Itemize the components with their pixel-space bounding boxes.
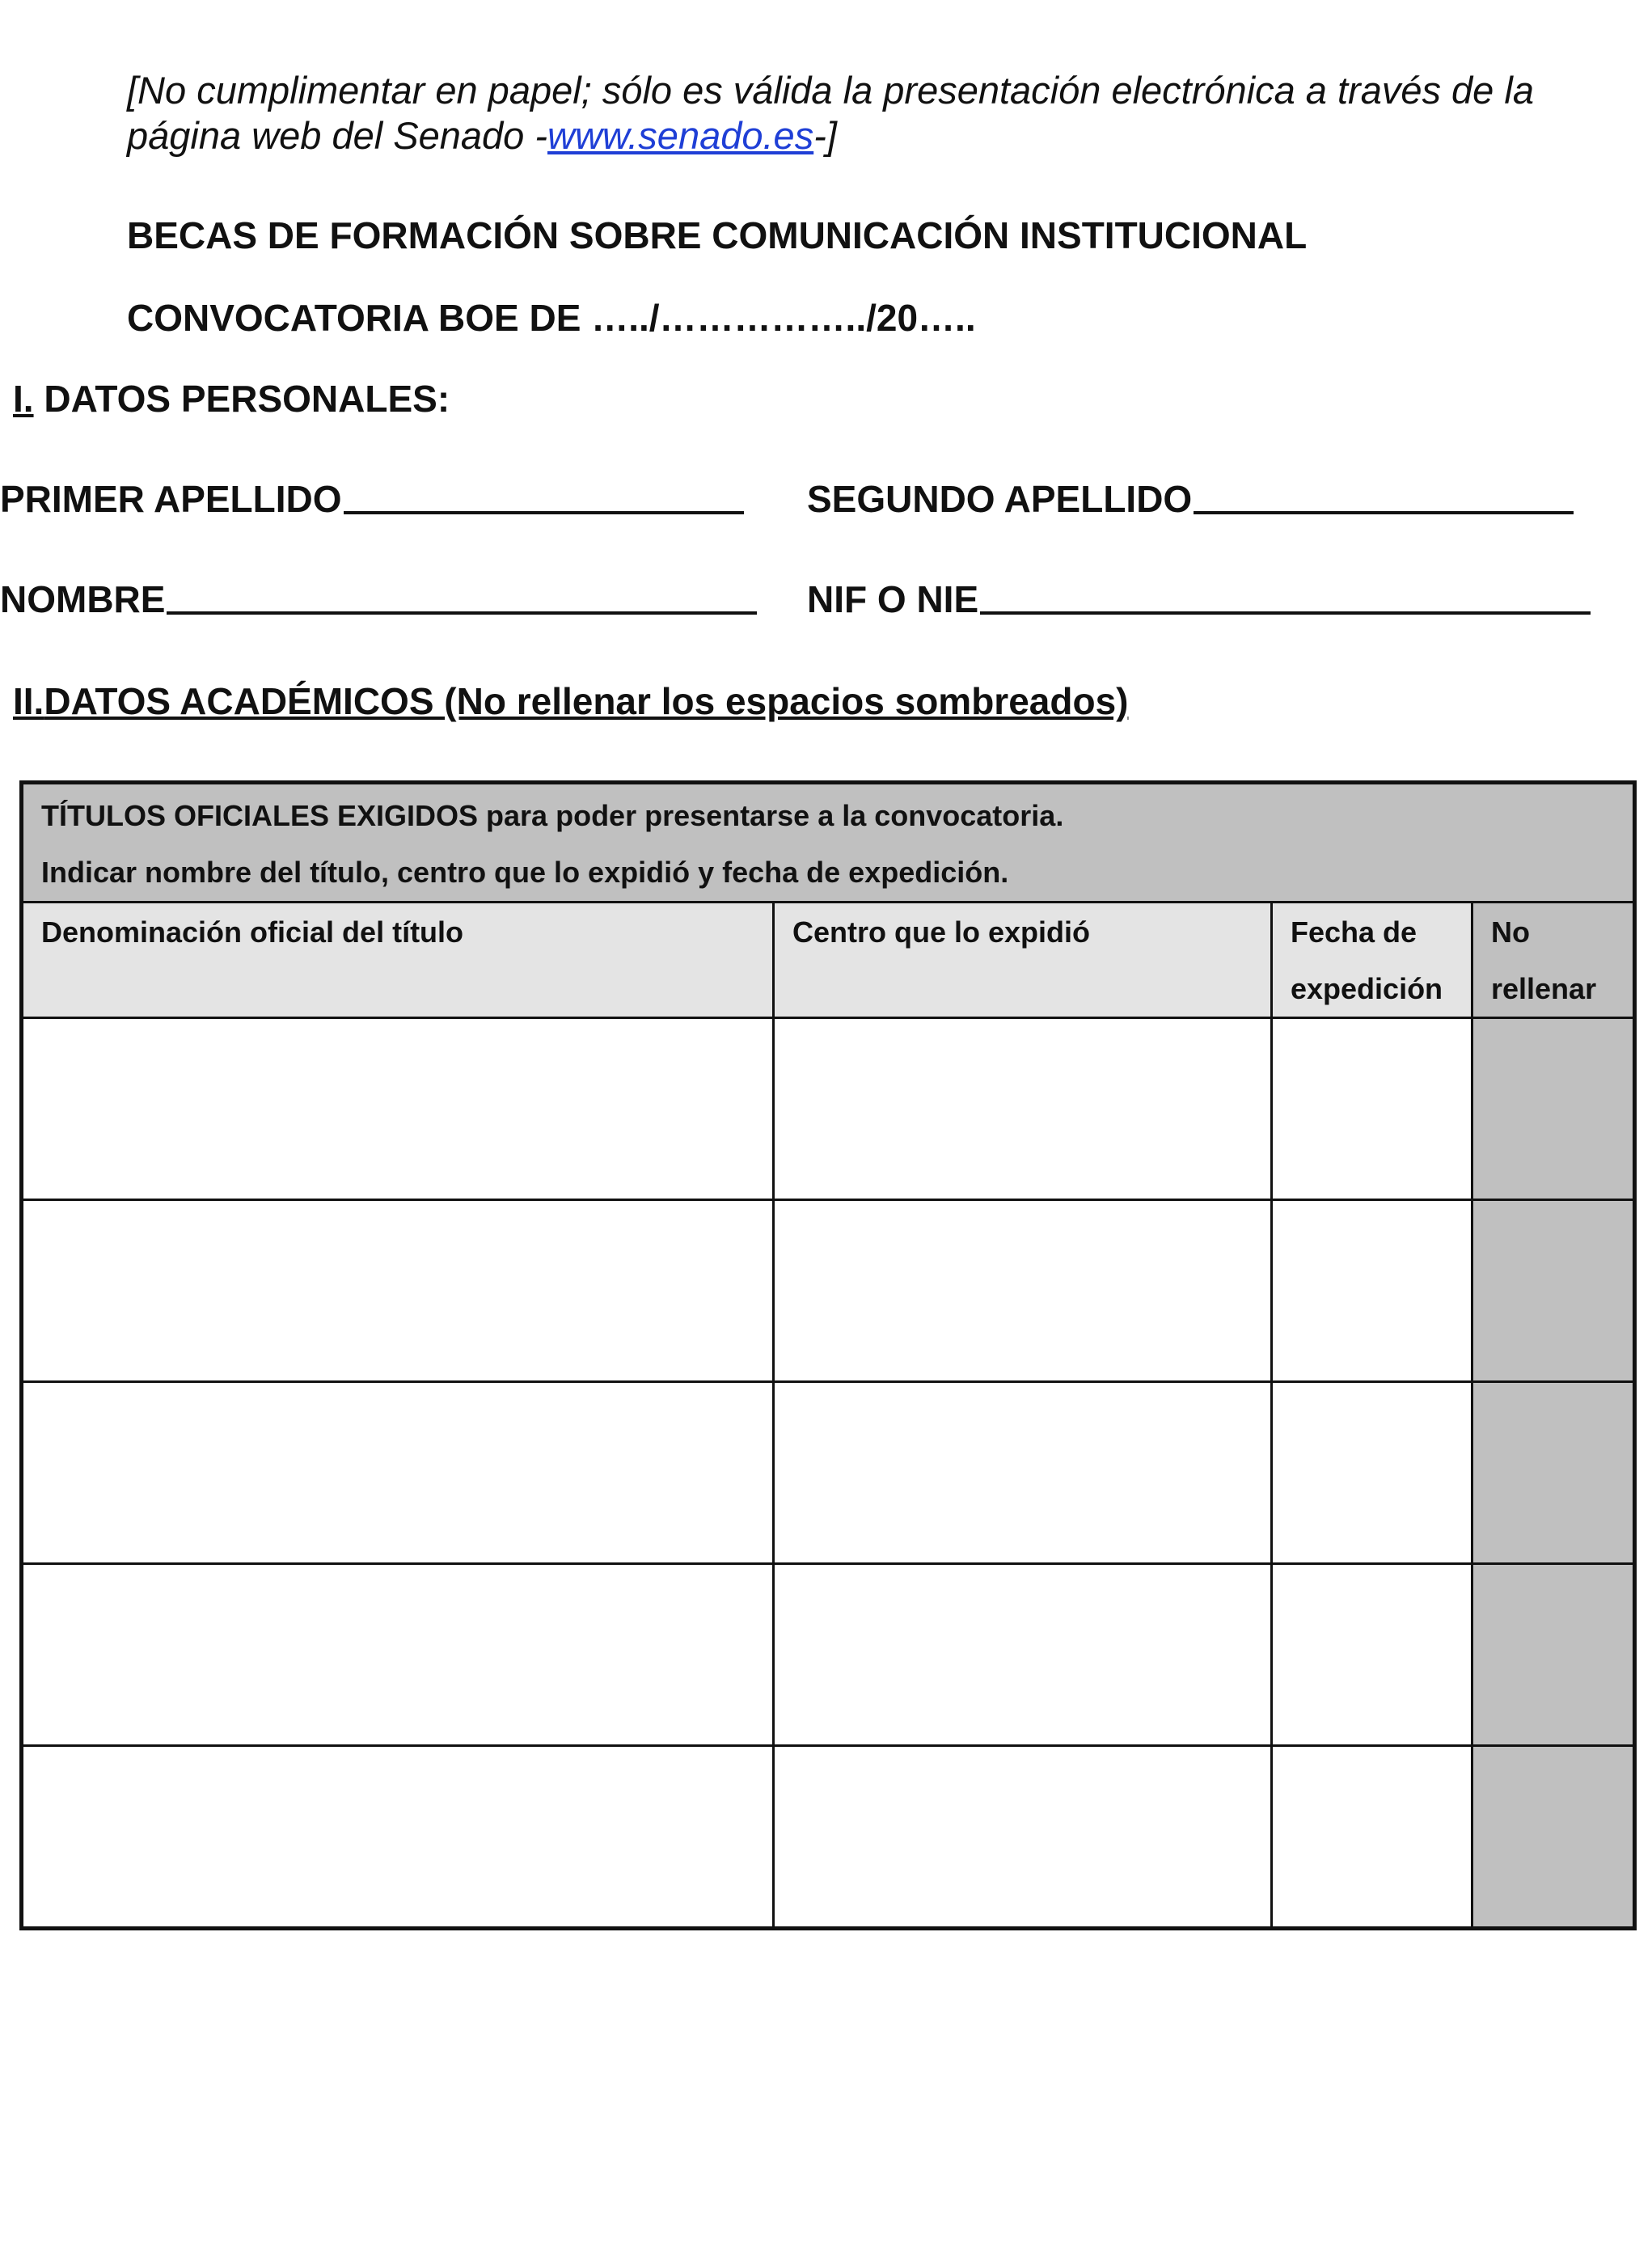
senado-website-link[interactable]: www.senado.es	[547, 114, 814, 157]
table-row	[22, 1382, 1635, 1564]
section-title: DATOS ACADÉMICOS (No rellenar los espacios sombreados)	[44, 680, 1129, 722]
section-academic-data-heading	[13, 679, 1128, 723]
table-row	[22, 1564, 1635, 1746]
do-not-fill-cell	[1472, 1018, 1635, 1200]
issue-date-cell[interactable]	[1272, 1564, 1472, 1746]
caption-line: Indicar nombre del título, centro que lo expidió y fecha de expedición.	[41, 856, 1009, 889]
do-not-fill-cell	[1472, 1200, 1635, 1382]
nif-nie-field[interactable]	[807, 577, 1591, 621]
scholarship-title: BECAS DE FORMACIÓN SOBRE COMUNICACIÓN INSTITUCIONAL	[127, 214, 1308, 256]
first-surname-label: PRIMER APELLIDO	[0, 478, 342, 520]
second-surname-field[interactable]	[807, 477, 1574, 521]
title-name-cell[interactable]	[22, 1382, 774, 1564]
second-surname-label: SEGUNDO APELLIDO	[807, 478, 1193, 520]
first-surname-line[interactable]	[344, 479, 744, 514]
issue-date-cell[interactable]	[1272, 1200, 1472, 1382]
table-header-row	[22, 903, 1635, 1018]
column-header-do-not-fill: No rellenar	[1472, 903, 1635, 1018]
name-label: NOMBRE	[0, 578, 166, 620]
issue-date-cell[interactable]	[1272, 1018, 1472, 1200]
issuing-center-cell[interactable]	[774, 1200, 1272, 1382]
name-line[interactable]	[167, 579, 757, 615]
issuing-center-cell[interactable]	[774, 1564, 1272, 1746]
title-name-cell[interactable]	[22, 1200, 774, 1382]
title-name-cell[interactable]	[22, 1018, 774, 1200]
table-row	[22, 1200, 1635, 1382]
do-not-fill-cell	[1472, 1564, 1635, 1746]
second-surname-line[interactable]	[1194, 479, 1574, 514]
column-header-issue-date: Fecha de expedición	[1272, 903, 1472, 1018]
call-date-line: CONVOCATORIA BOE DE …../……………../20…..	[127, 297, 976, 339]
caption-line: TÍTULOS OFICIALES EXIGIDOS para poder presentarse a la convocatoria.	[41, 799, 1064, 832]
do-not-fill-cell	[1472, 1746, 1635, 1929]
section-number: II.	[13, 680, 44, 722]
section-title: DATOS PERSONALES:	[33, 378, 450, 420]
column-header-title-name: Denominación oficial del título	[22, 903, 774, 1018]
issue-date-cell[interactable]	[1272, 1382, 1472, 1564]
section-personal-data-heading	[13, 377, 450, 421]
electronic-submission-notice	[127, 68, 1647, 159]
table-row	[22, 1018, 1635, 1200]
notice-text: [No cumplimentar en papel; sólo es válida la presentación electrónica a través de la página web del Senado -	[127, 69, 1534, 157]
issuing-center-cell[interactable]	[774, 1746, 1272, 1929]
first-surname-field[interactable]	[0, 477, 744, 521]
table-row	[22, 1746, 1635, 1929]
table-caption-row	[22, 783, 1635, 903]
table-caption	[22, 783, 1635, 903]
do-not-fill-cell	[1472, 1382, 1635, 1564]
column-header-issuing-center: Centro que lo expidió	[774, 903, 1272, 1018]
nif-nie-line[interactable]	[980, 579, 1591, 615]
title-name-cell[interactable]	[22, 1746, 774, 1929]
title-name-cell[interactable]	[22, 1564, 774, 1746]
nif-nie-label: NIF O NIE	[807, 578, 979, 620]
issuing-center-cell[interactable]	[774, 1382, 1272, 1564]
issuing-center-cell[interactable]	[774, 1018, 1272, 1200]
issue-date-cell[interactable]	[1272, 1746, 1472, 1929]
section-number: I.	[13, 378, 34, 420]
academic-titles-table	[19, 780, 1637, 1930]
notice-text-end: -]	[813, 114, 837, 157]
name-field[interactable]	[0, 577, 757, 621]
